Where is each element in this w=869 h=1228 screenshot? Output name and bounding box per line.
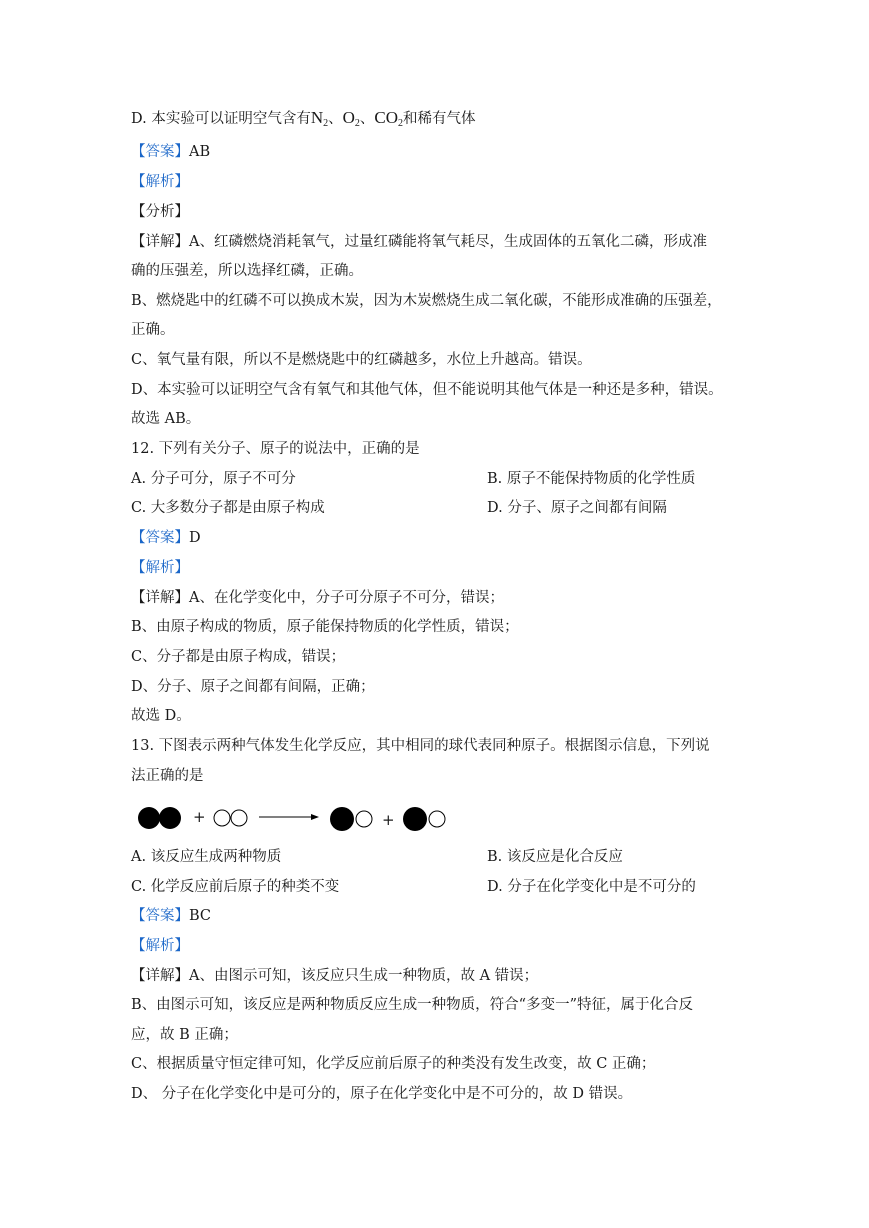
q13-detail-a: 【详解】A、由图示可知，该反应只生成一种物质，故 A 错误； (131, 968, 539, 984)
q11-detail-a1: 【详解】A、红磷燃烧消耗氧气，过量红磷能将氧气耗尽，生成固体的五氧化二磷，形成准 (131, 234, 707, 250)
formula-n2: $N_2$ (310, 108, 329, 129)
q12-detail-c: C、分子都是由原子构成，错误； (131, 649, 346, 665)
q12-conclusion: 故选 D。 (131, 708, 191, 724)
reaction-diagram (131, 800, 461, 840)
q11-detail-b1: B、燃烧匙中的红磷不可以换成木炭，因为木炭燃烧生成二氧化碳，不能形成准确的压强差， (131, 293, 722, 309)
q12-detail-a: 【详解】A、在化学变化中，分子可分原子不可分，错误； (131, 590, 504, 606)
q11-option-d: D. 本实验可以证明空气含有$N_2$、$O_2$、$CO_2$和稀有气体 (131, 108, 476, 129)
q12-detail-d: D、分子、原子之间都有间隔，正确； (131, 679, 375, 695)
q12-detail-b: B、由原子构成的物质，原子能保持物质的化学性质，错误； (131, 619, 519, 635)
product-molecule-1 (330, 807, 372, 831)
plus-sign-2: + (382, 811, 395, 829)
q13-analysis-heading: 【解析】 (131, 938, 189, 954)
q11-detail-c: C、氧气量有限，所以不是燃烧匙中的红磷越多，水位上升越高。错误。 (131, 352, 592, 368)
q13-option-a: A. 该反应生成两种物质 (131, 849, 282, 865)
product-molecule-2 (403, 807, 445, 831)
q12-stem: 12. 下列有关分子、原子的说法中，正确的是 (131, 441, 420, 457)
q13-answer: 【答案】BC (131, 908, 212, 924)
q13-option-b: B. 该反应是化合反应 (487, 849, 623, 865)
q13-stem-line1: 13. 下图表示两种气体发生化学反应，其中相同的球代表同种原子。根据图示信息，下列说 (131, 738, 710, 754)
q12-analysis-heading: 【解析】 (131, 560, 189, 576)
q11-detail-a2: 确的压强差，所以选择红磷，正确。 (131, 263, 363, 279)
plus-sign-1: + (193, 808, 206, 826)
q13-detail-d: D、 分子在化学变化中是可分的，原子在化学变化中是不可分的，故 D 错误。 (131, 1086, 633, 1102)
formula-co2: $CO_2$ (374, 108, 404, 129)
q12-option-b: B. 原子不能保持物质的化学性质 (487, 471, 696, 487)
q11-analysis-heading: 【解析】 (131, 174, 189, 190)
q13-stem-line2: 法正确的是 (131, 768, 204, 784)
q12-option-d: D. 分子、原子之间都有间隔 (487, 500, 667, 516)
reactant-molecule-white (214, 810, 247, 826)
reaction-arrow (259, 814, 319, 820)
q11-fenxi-heading: 【分析】 (131, 204, 189, 220)
q12-option-a: A. 分子可分，原子不可分 (131, 471, 296, 487)
q11-detail-d: D、本实验可以证明空气含有氧气和其他气体，但不能说明其他气体是一种还是多种，错误。 (131, 382, 723, 398)
q13-detail-b1: B、由图示可知，该反应是两种物质反应生成一种物质，符合“多变一”特征，属于化合反 (131, 997, 693, 1013)
q13-option-c: C. 化学反应前后原子的种类不变 (131, 879, 340, 895)
q13-option-d: D. 分子在化学变化中是不可分的 (487, 879, 696, 895)
formula-o2: $O_2$ (342, 108, 360, 129)
q12-option-c: C. 大多数分子都是由原子构成 (131, 500, 325, 516)
q11-detail-b2: 正确。 (131, 322, 175, 338)
q13-detail-c: C、根据质量守恒定律可知，化学反应前后原子的种类没有发生改变，故 C 正确； (131, 1056, 656, 1072)
q11-conclusion: 故选 AB。 (131, 411, 201, 427)
q11-answer: 【答案】AB (131, 144, 211, 160)
q13-detail-b2: 应，故 B 正确； (131, 1027, 238, 1043)
reactant-molecule-black (138, 807, 181, 829)
q12-answer: 【答案】D (131, 530, 201, 546)
